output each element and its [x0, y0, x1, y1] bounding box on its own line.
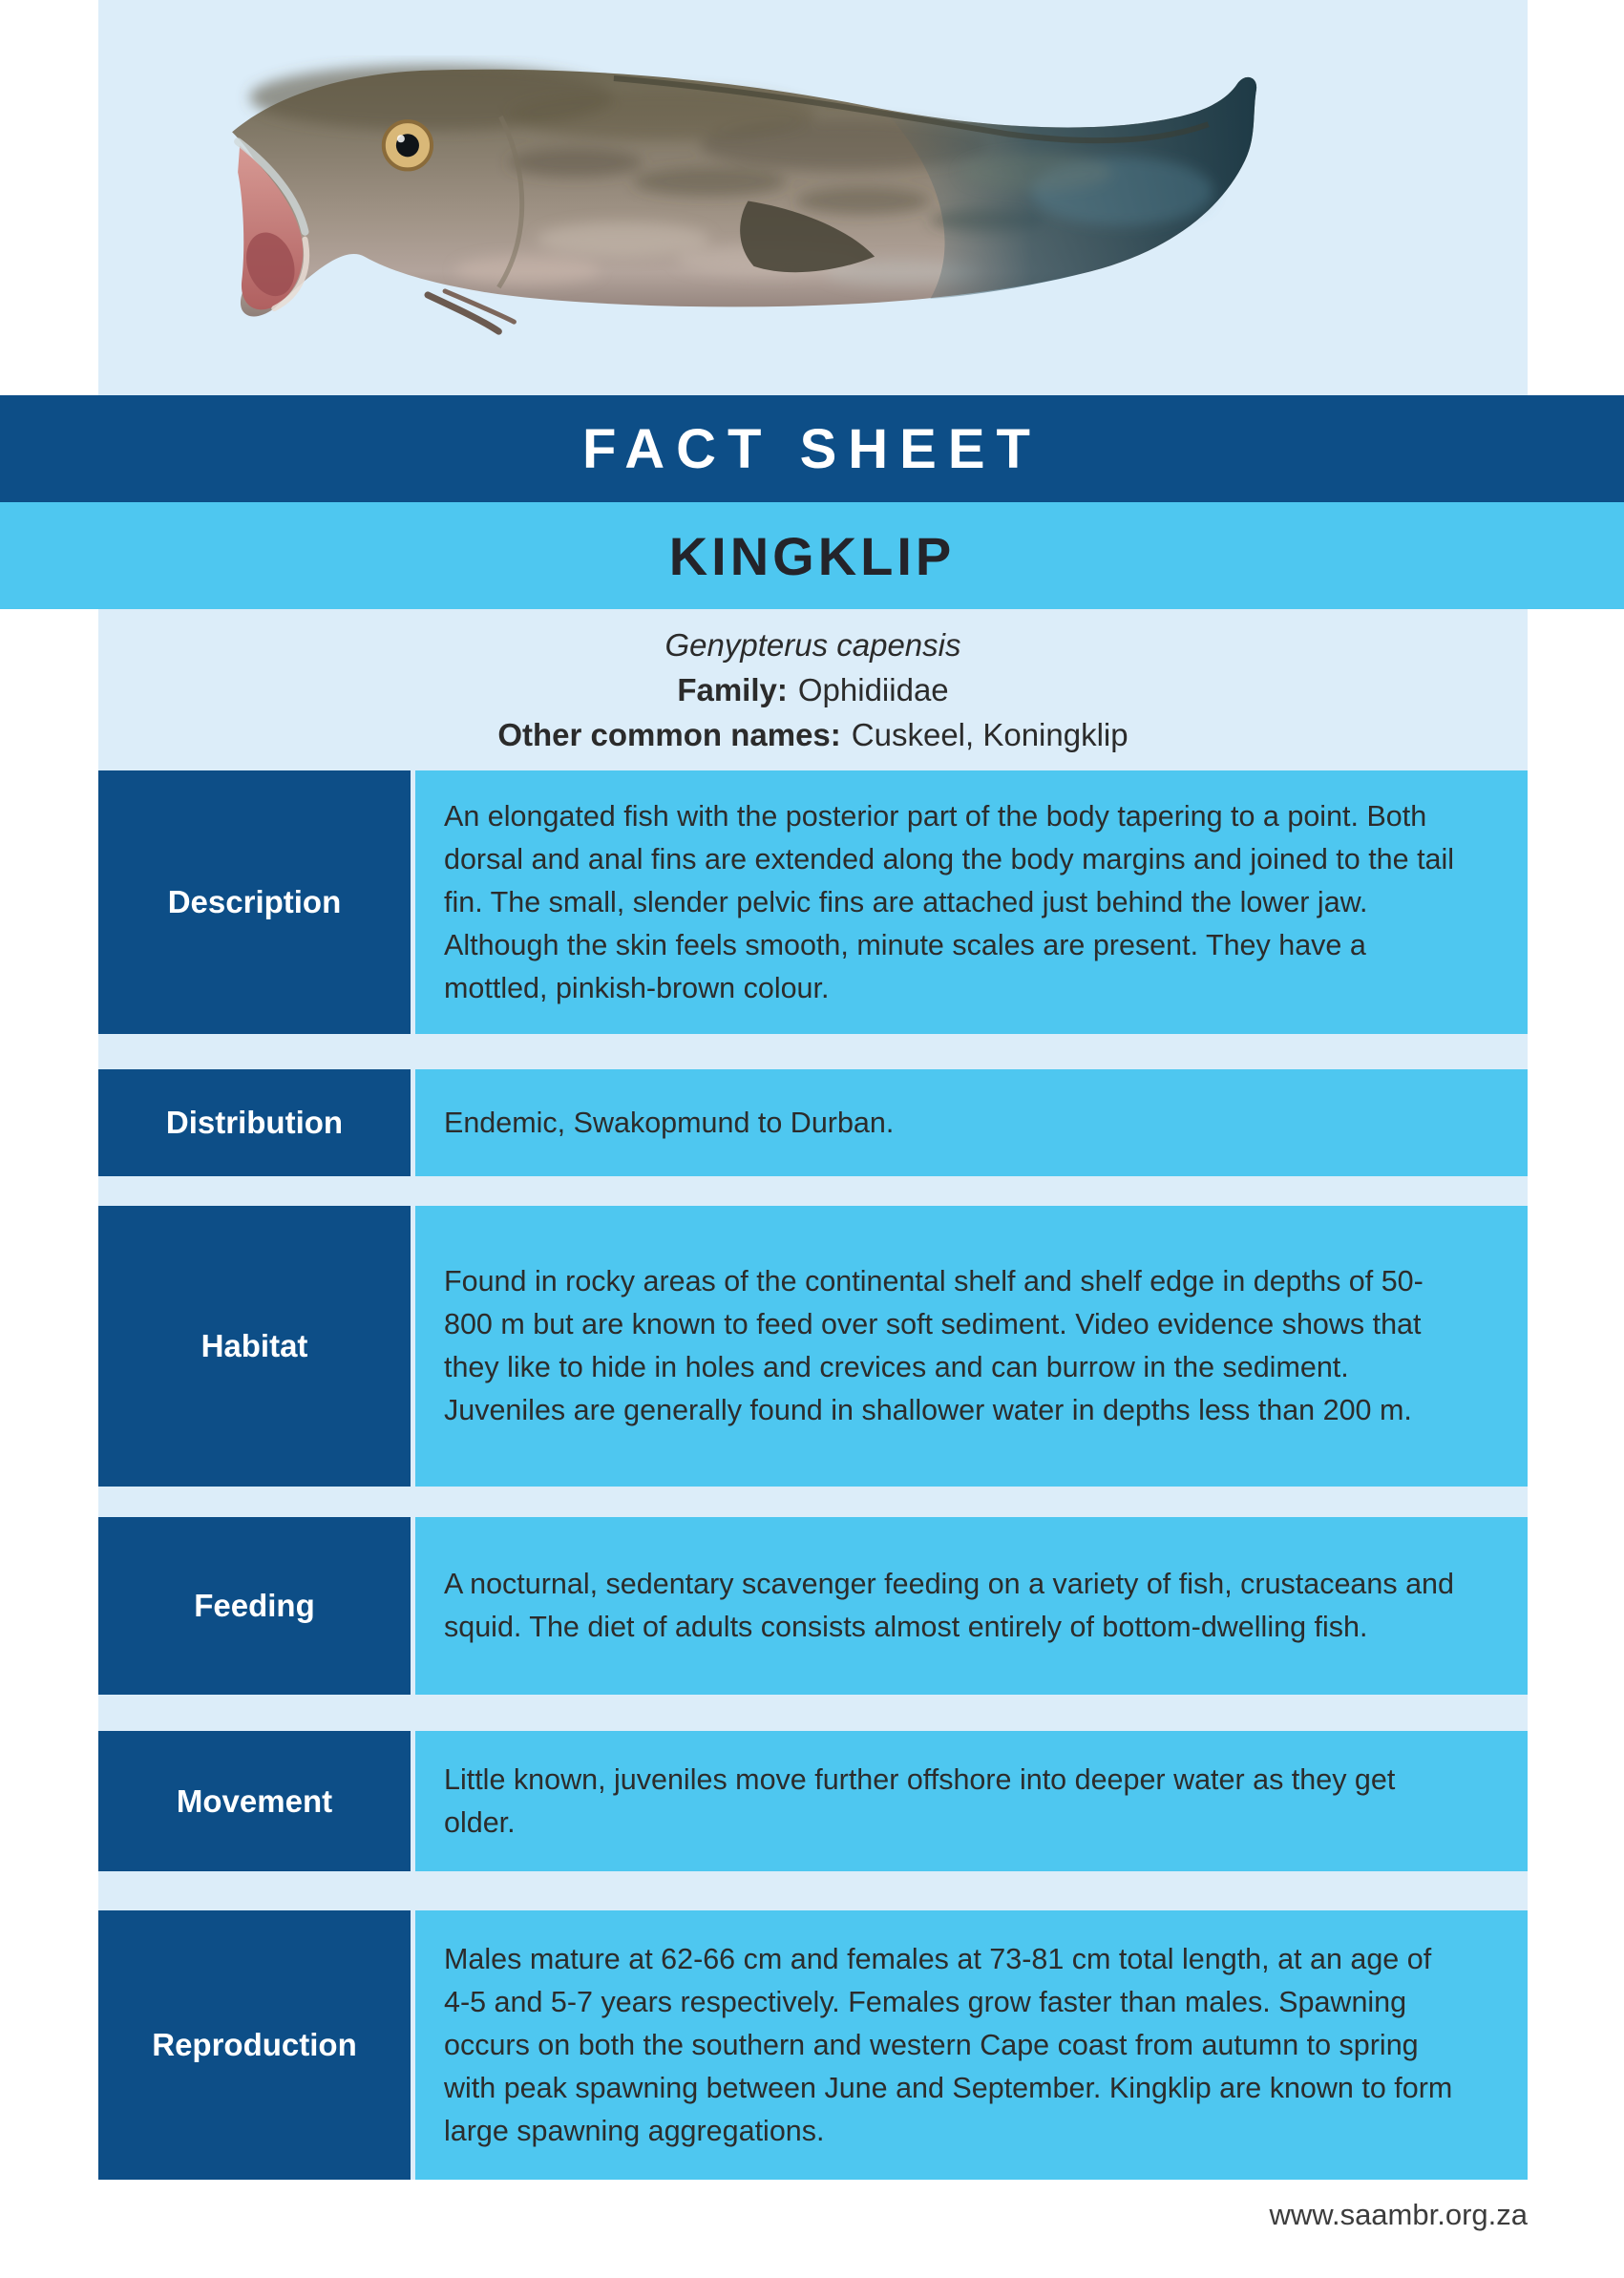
- content-cell-description: [415, 770, 1528, 1034]
- taxonomy-block: [98, 609, 1528, 770]
- table-row-description: [98, 770, 1528, 1034]
- label-cell-distribution: Distribution: [98, 1069, 411, 1176]
- label-cell-feeding: Feeding: [98, 1517, 411, 1695]
- scientific-name-line: [664, 622, 960, 667]
- fact-sheet-title: FACT SHEET: [582, 417, 1042, 480]
- content-cell-feeding: [415, 1517, 1528, 1695]
- species-name-band: [0, 502, 1624, 609]
- content-cell-habitat: [415, 1206, 1528, 1487]
- description-text: An elongated fish with the posterior part of the body tapering to a point. Both dorsal and anal fins are extended along the body margins and joined to the tail fin. The small, slender pelvic fins are attached just behind the lower jaw. Although the skin feels smooth, minute scales are present. They have a mottled, pinkish-brown colour.: [444, 799, 1455, 1004]
- fact-sheet-band: [0, 395, 1624, 502]
- photo-panel: [98, 0, 1528, 395]
- other-names-value: Cuskeel, Koningklip: [851, 717, 1128, 752]
- reproduction-text: Males mature at 62-66 cm and females at 73-81 cm total length, at an age of 4-5 and 5-7 years respectively. Females grow faster than males. Spawning occurs on both the southern and western Cape coast from autumn to spring with peak spawning between June and September. Kingklip are known to form large spawning aggregations.: [444, 1942, 1453, 2147]
- movement-text: Little known, juveniles move further offshore into deeper water as they get older.: [444, 1762, 1396, 1839]
- label-cell-movement: Movement: [98, 1731, 411, 1871]
- fact-sheet-body: [98, 609, 1528, 2180]
- species-title: KINGKLIP: [668, 525, 956, 586]
- table-row-distribution: [98, 1069, 1528, 1176]
- kingklip-fish-illustration: [211, 55, 1276, 337]
- content-cell-distribution: [415, 1069, 1528, 1176]
- feeding-text: A nocturnal, sedentary scavenger feeding on a variety of fish, crustaceans and squid. The diet of adults consists almost entirely of bottom-dwelling fish.: [444, 1568, 1454, 1643]
- content-cell-movement: [415, 1731, 1528, 1871]
- table-row-movement: [98, 1731, 1528, 1871]
- family-line: [677, 667, 948, 712]
- family-label: Family:: [677, 672, 788, 707]
- distribution-text: Endemic, Swakopmund to Durban.: [444, 1106, 895, 1139]
- content-cell-reproduction: [415, 1910, 1528, 2180]
- label-cell-description: Description: [98, 770, 411, 1034]
- scientific-name: Genypterus capensis: [664, 627, 961, 663]
- website-link[interactable]: www.saambr.org.za: [1269, 2198, 1528, 2231]
- family-value: Ophidiidae: [797, 672, 949, 707]
- other-names-label: Other common names:: [497, 717, 841, 752]
- habitat-text: Found in rocky areas of the continental shelf and shelf edge in depths of 50-800 m but are known to feed over soft sediment. Video evidence shows that they like to hide in holes and crevices and can burrow in the sediment. Juveniles are generally found in shallower water in depths less than 200 m.: [444, 1265, 1424, 1426]
- kingklip-photo: [211, 55, 1276, 337]
- label-cell-habitat: Habitat: [98, 1206, 411, 1487]
- table-row-habitat: [98, 1206, 1528, 1487]
- table-row-feeding: [98, 1517, 1528, 1695]
- table-row-reproduction: [98, 1910, 1528, 2180]
- label-cell-reproduction: Reproduction: [98, 1910, 411, 2180]
- other-names-line: [497, 712, 1128, 757]
